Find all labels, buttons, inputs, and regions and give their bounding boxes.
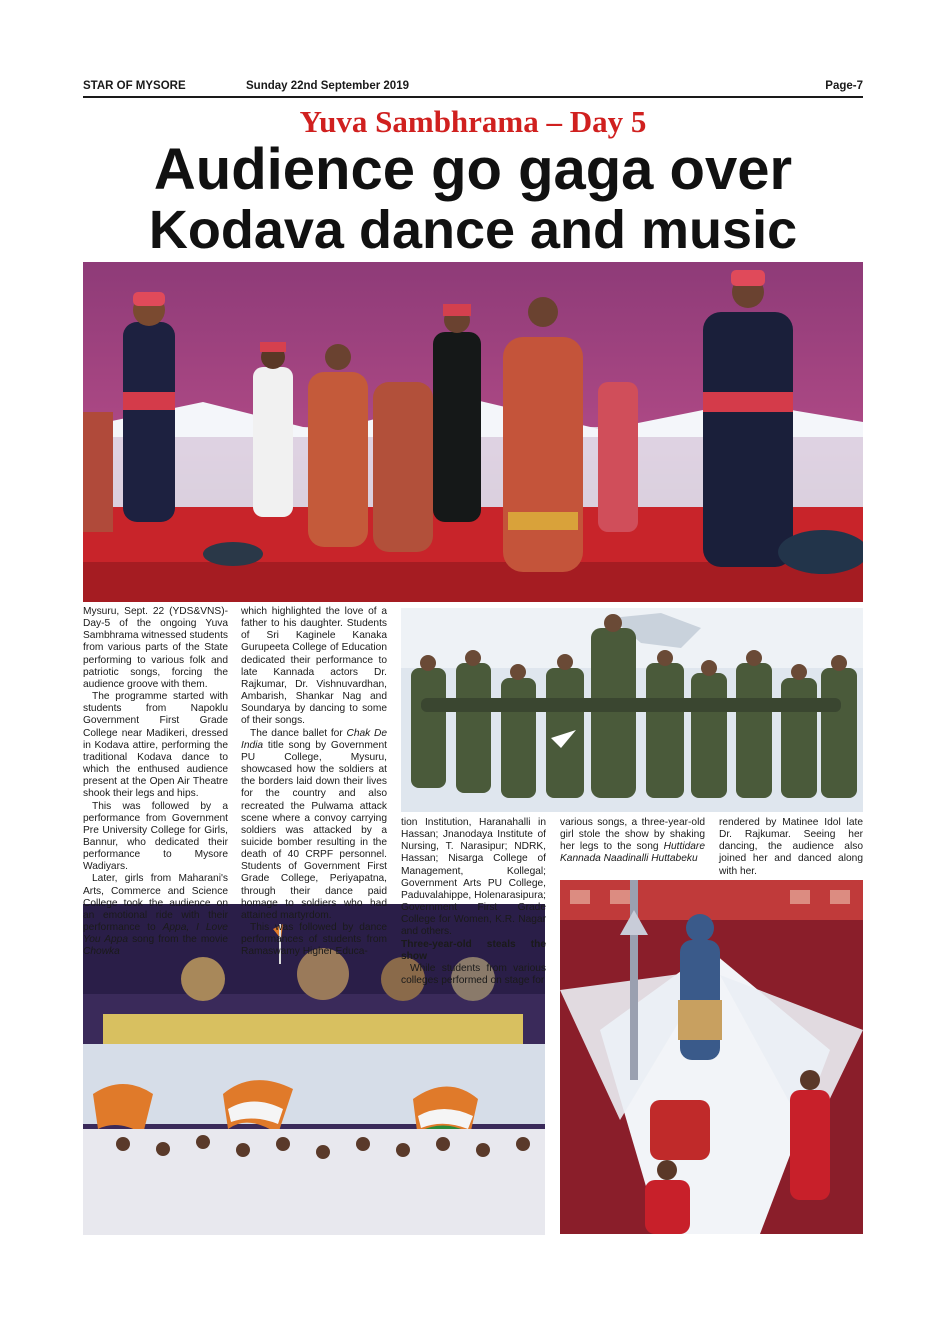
article-column-1 <box>83 606 228 959</box>
paragraph <box>83 873 228 958</box>
chak-de-india-photo <box>401 608 863 812</box>
paragraph: While students from various colleges performed on stage for <box>401 962 546 987</box>
article-column-5 <box>719 817 863 878</box>
header-rule <box>83 96 863 98</box>
publication-name: STAR OF MYSORE <box>83 80 186 92</box>
paragraph <box>560 817 705 866</box>
page-number: Page-7 <box>825 80 863 92</box>
kicker: Yuva Sambhrama – Day 5 <box>299 104 647 139</box>
text-run: title song by Government PU College, Mysuru, showcased how the soldiers at the borders laid down their lives for the country and also recreated the Pulwama attack scene where a convoy carrying soldiers was attacked by a suicide bomber resulting in the death of 40 CRPF personnel. Students of Government First Grade College, Periyapatna, through their dance paid homage to soldiers who had attained martyrdom. <box>241 739 387 921</box>
song-title: Huttidare Kannada Naadinalli Huttabeku <box>560 841 705 865</box>
headline-line-1: Audience go gaga over <box>153 137 793 202</box>
paragraph: This was followed by a performance from Government Pre University College for Girls, Bannur, who dedicated their performance to Mysore Wadiyars. <box>83 800 228 873</box>
article-column-2 <box>241 606 387 959</box>
kodava-dance-photo <box>83 262 863 602</box>
song-title: Chak De India <box>241 727 387 751</box>
issue-date: Sunday 22nd September 2019 <box>246 80 409 92</box>
subheading: Three-year-old steals the show <box>401 938 546 962</box>
movie-title: Chowka <box>83 946 120 958</box>
paragraph <box>241 728 387 923</box>
paragraph: rendered by Matinee Idol late Dr. Rajkumar. Seeing her dancing, the audience also joined her and danced along with her. <box>719 817 863 877</box>
paragraph: This was followed by dance performances of students from Ramaswamy Higher Educa- <box>241 922 387 958</box>
paragraph: The programme started with students from Napoklu Government First Grade College near Madikeri, dressed in Kodava attire, performing the traditional Kodava dance to which the enthused audience present at the Open Air Theatre shook their legs and hips. <box>83 691 228 800</box>
paragraph: which highlighted the love of a father to his daughter. Students of Sri Kaginele Kanaka Gurupeeta College of Education dedicated their performance to late Kannada actors Dr. Rajkumar, Dr. Vishnuvardhan, Ambarish, Shankar Nag and Soundarya by dancing to some of their songs. <box>241 606 387 727</box>
text-run: various songs, a three-year-old girl stole the show by shaking her legs to the song <box>560 817 705 853</box>
page-header <box>83 80 863 94</box>
shiva-dance-photo <box>560 880 863 1234</box>
headline-line-2: Kodava dance and music <box>148 200 798 260</box>
text-run: The dance ballet for <box>250 727 343 739</box>
song-title: Appa, I Love You Appa <box>83 922 228 946</box>
text-run: Later, girls from Maharani's Arts, Commerce and Science College took the audience on an emotional ride with their performance to <box>83 873 228 934</box>
paragraph: tion Institution, Haranahalli in Hassan; Jnanodaya Institute of Nursing, T. Narasipur; NDRK, Hassan; Nisarga College of Management, Kollegal; Government Arts PU College, Paduvalahippe, Holenarasipura; Government First Grade College for Women, K.R. Nagar and others. <box>401 817 546 938</box>
article-column-4 <box>560 817 705 866</box>
paragraph: Mysuru, Sept. 22 (YDS&VNS)- Day-5 of the ongoing Yuva Sambhrama witnessed students from various parts of the State performing to various folk and patriotic songs, forcing the audience groove with them. <box>83 606 228 690</box>
text-run: song from the movie <box>132 934 229 946</box>
article-column-3 <box>401 817 546 987</box>
